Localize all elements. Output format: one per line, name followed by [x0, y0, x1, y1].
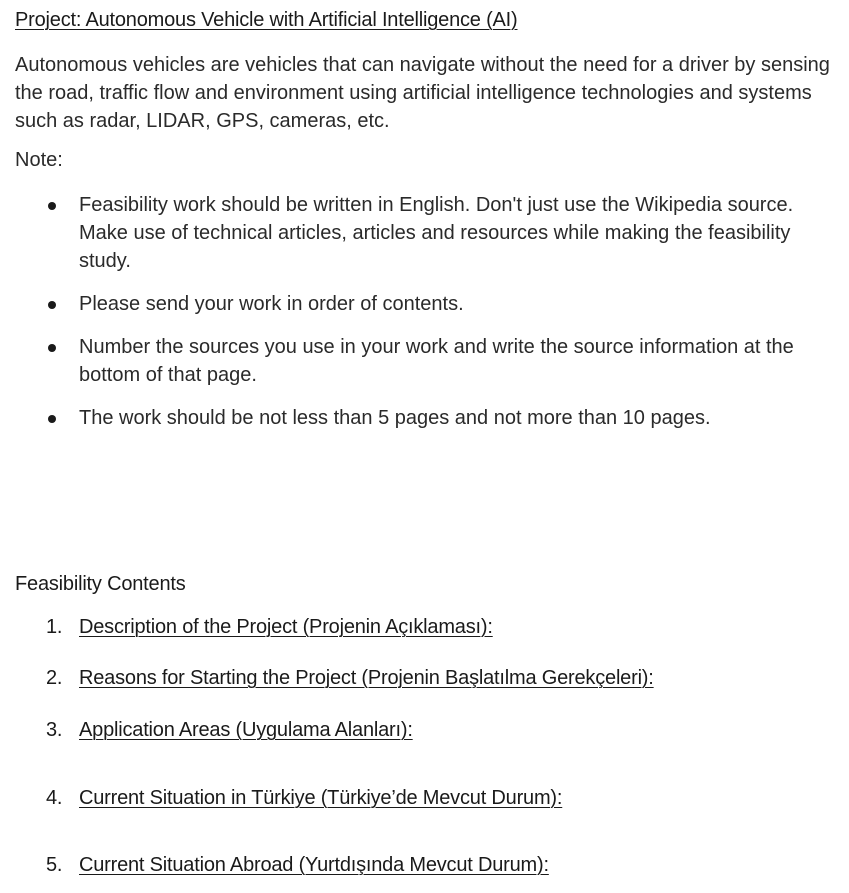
toc-link-current-situation-turkiye[interactable]: Current Situation in Türkiye (Türkiye’de Mevcut Durum):	[79, 787, 563, 809]
bullet-icon	[48, 344, 56, 352]
toc-number: 5.	[46, 854, 63, 876]
toc-number: 2.	[46, 667, 63, 689]
toc-link-application-areas[interactable]: Application Areas (Uygulama Alanları):	[79, 719, 413, 741]
toc-number: 1.	[46, 616, 63, 638]
toc-link-description[interactable]: Description of the Project (Projenin Açıklaması):	[79, 616, 493, 638]
toc-number: 4.	[46, 787, 63, 809]
contents-heading: Feasibility Contents	[15, 573, 186, 595]
notes-list	[0, 191, 849, 432]
toc-number: 3.	[46, 719, 63, 741]
note-text: Number the sources you use in your work and write the source information at the bottom of that page.	[79, 336, 794, 386]
bullet-icon	[48, 415, 56, 423]
note-item	[0, 191, 844, 275]
note-label: Note:	[15, 149, 63, 171]
note-text: Feasibility work should be written in English. Don't just use the Wikipedia source. Make use of technical articles, articles and resources while making the feasibility study.	[79, 194, 794, 272]
toc-link-current-situation-abroad[interactable]: Current Situation Abroad (Yurtdışında Mevcut Durum):	[79, 854, 549, 876]
bullet-icon	[48, 301, 56, 309]
note-text: Please send your work in order of contents.	[79, 293, 464, 315]
bullet-icon	[48, 202, 56, 210]
document-title: Project: Autonomous Vehicle with Artificial Intelligence (AI)	[15, 9, 518, 31]
toc-link-reasons[interactable]: Reasons for Starting the Project (Projenin Başlatılma Gerekçeleri):	[79, 667, 654, 689]
note-item	[0, 404, 844, 432]
note-item	[0, 290, 844, 318]
intro-paragraph: Autonomous vehicles are vehicles that can navigate without the need for a driver by sensing the road, traffic flow and environment using artificial intelligence technologies and systems such as radar, LIDAR, GPS, cameras, etc.	[15, 54, 830, 132]
note-item	[0, 333, 844, 389]
note-text: The work should be not less than 5 pages and not more than 10 pages.	[79, 407, 711, 429]
